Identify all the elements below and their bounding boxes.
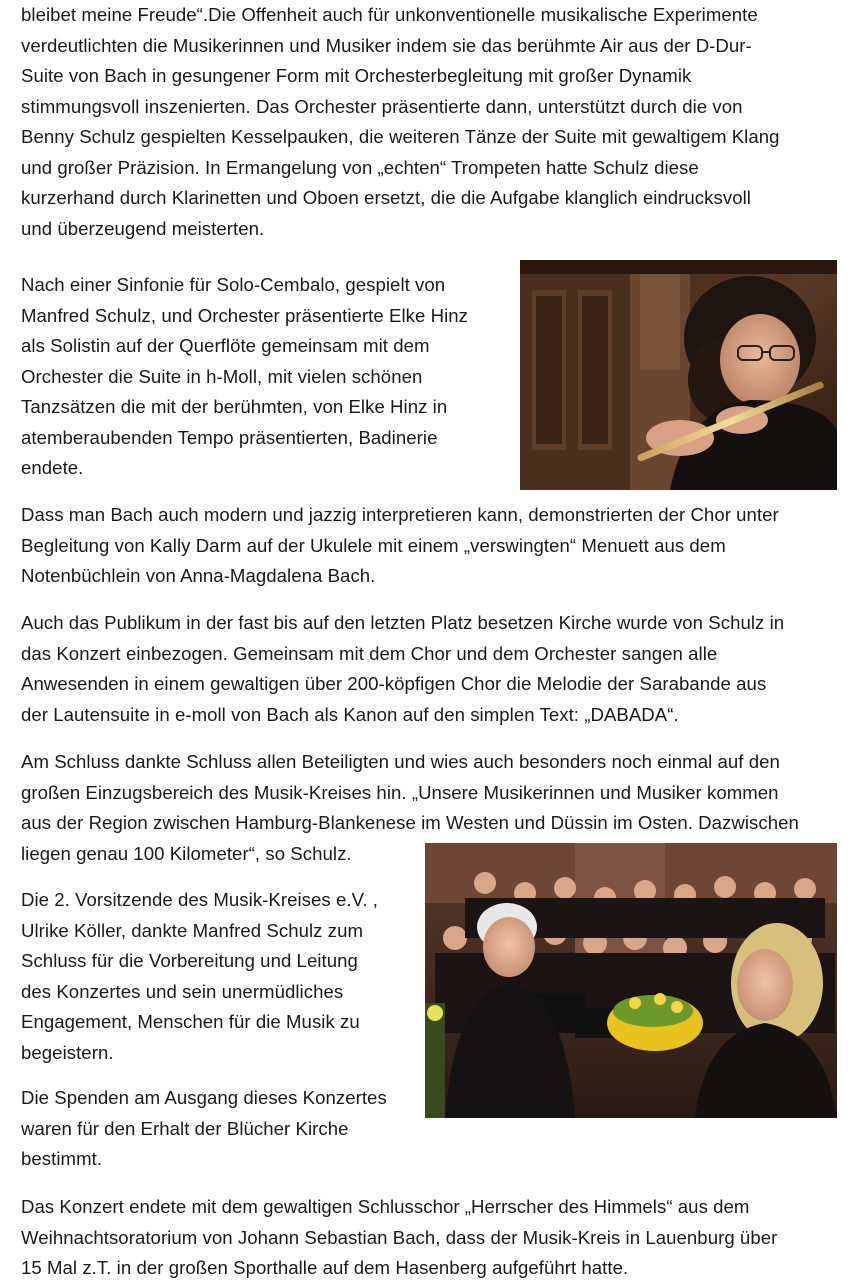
text-line: Das Konzert endete mit dem gewaltigen Schlusschor „Herrscher des Himmels“ aus dem <box>21 1196 750 1217</box>
text-line: Schluss für die Vorbereitung und Leitung <box>21 950 358 971</box>
text-line: liegen genau 100 Kilometer“, so Schulz. <box>21 842 352 864</box>
text-line: Suite von Bach in gesungener Form mit Orchesterbegleitung mit großer Dynamik <box>21 65 692 86</box>
text-line: Begleitung von Kally Darm auf der Ukulele mit einem „verswingten“ Menuett aus dem <box>21 534 726 556</box>
text-line: Manfred Schulz, und Orchester präsentierte Elke Hinz <box>21 304 468 326</box>
text-line: der Lautensuite in e-moll von Bach als Kanon auf den simplen Text: „DABADA“. <box>21 703 679 725</box>
text-line: bleibet meine Freude“.Die Offenheit auch für unkonventionelle musikalische Experimente <box>21 4 758 25</box>
paragraph-air-suite <box>21 0 780 244</box>
text-line: Die Spenden am Ausgang dieses Konzertes <box>21 1087 387 1108</box>
text-line: Notenbüchlein von Anna-Magdalena Bach. <box>21 565 376 586</box>
paragraph-jazz-menuett <box>21 500 779 592</box>
text-line: Anwesenden in einem gewaltigen über 200-köpfigen Chor die Melodie der Sarabande aus <box>21 673 767 694</box>
text-line: aus der Region zwischen Hamburg-Blankenese im Westen und Düssin im Osten. Dazwischen <box>21 812 799 833</box>
text-line: das Konzert einbezogen. Gemeinsam mit dem Chor und dem Orchester sangen alle <box>21 642 718 664</box>
text-line: stimmungsvoll inszenierten. Das Orchester präsentierte dann, unterstützt durch die von <box>21 95 743 117</box>
text-line: Auch das Publikum in der fast bis auf den letzten Platz besetzen Kirche wurde von Schulz in <box>21 612 785 633</box>
flute-soloist-photo <box>520 260 837 490</box>
paragraph-flute-soloist <box>21 270 468 484</box>
text-line: Ulrike Köller, dankte Manfred Schulz zum <box>21 919 363 941</box>
text-line: als Solistin auf der Querflöte gemeinsam mit dem <box>21 335 430 356</box>
text-line: Nach einer Sinfonie für Solo-Cembalo, gespielt von <box>21 274 446 295</box>
text-line: Dass man Bach auch modern und jazzig interpretieren kann, demonstrierten der Chor unter <box>21 504 779 525</box>
text-line: Tanzsätzen die mit der berühmten, von Elke Hinz in <box>21 396 448 417</box>
text-line: und überzeugend meisterten. <box>21 217 265 239</box>
text-line: kurzerhand durch Klarinetten und Oboen ersetzt, die die Aufgabe klanglich eindrucksvoll <box>21 187 751 208</box>
paragraph-donations <box>21 1083 387 1175</box>
paragraph-final-chorus <box>21 1192 777 1284</box>
text-line: begeistern. <box>21 1041 114 1063</box>
bouquet-presentation-photo <box>425 843 837 1118</box>
text-line: des Konzertes und sein unermüdliches <box>21 980 344 1002</box>
text-line: 15 Mal z.T. in der großen Sporthalle auf dem Hasenberg aufgeführt hatte. <box>21 1257 629 1278</box>
text-line: Orchester die Suite in h-Moll, mit vielen schönen <box>21 365 423 387</box>
text-line: und großer Präzision. In Ermangelung von „echten“ Trompeten hatte Schulz diese <box>21 156 699 178</box>
text-line: bestimmt. <box>21 1148 103 1169</box>
text-line: atemberaubenden Tempo präsentierten, Badinerie <box>21 426 438 448</box>
text-line: Benny Schulz gespielten Kesselpauken, die weiteren Tänze der Suite mit gewaltigem Klang <box>21 126 780 147</box>
text-line: großen Einzugsbereich des Musik-Kreises hin. „Unsere Musikerinnen und Musiker kommen <box>21 781 779 803</box>
text-line: verdeutlichten die Musikerinnen und Musiker indem sie das berühmte Air aus der D-Dur- <box>21 34 752 56</box>
text-line: waren für den Erhalt der Blücher Kirche <box>21 1117 349 1139</box>
paragraph-chair-thanks <box>21 885 378 1068</box>
text-line: Am Schluss dankte Schluss allen Beteiligten und wies auch besonders noch einmal auf den <box>21 751 780 772</box>
text-line: Weihnachtsoratorium von Johann Sebastian Bach, dass der Musik-Kreis in Lauenburg über <box>21 1226 778 1248</box>
text-line: endete. <box>21 457 84 478</box>
text-line: Die 2. Vorsitzende des Musik-Kreises e.V. , <box>21 889 378 910</box>
paragraph-audience-canon <box>21 608 784 730</box>
text-line: Engagement, Menschen für die Musik zu <box>21 1011 360 1032</box>
